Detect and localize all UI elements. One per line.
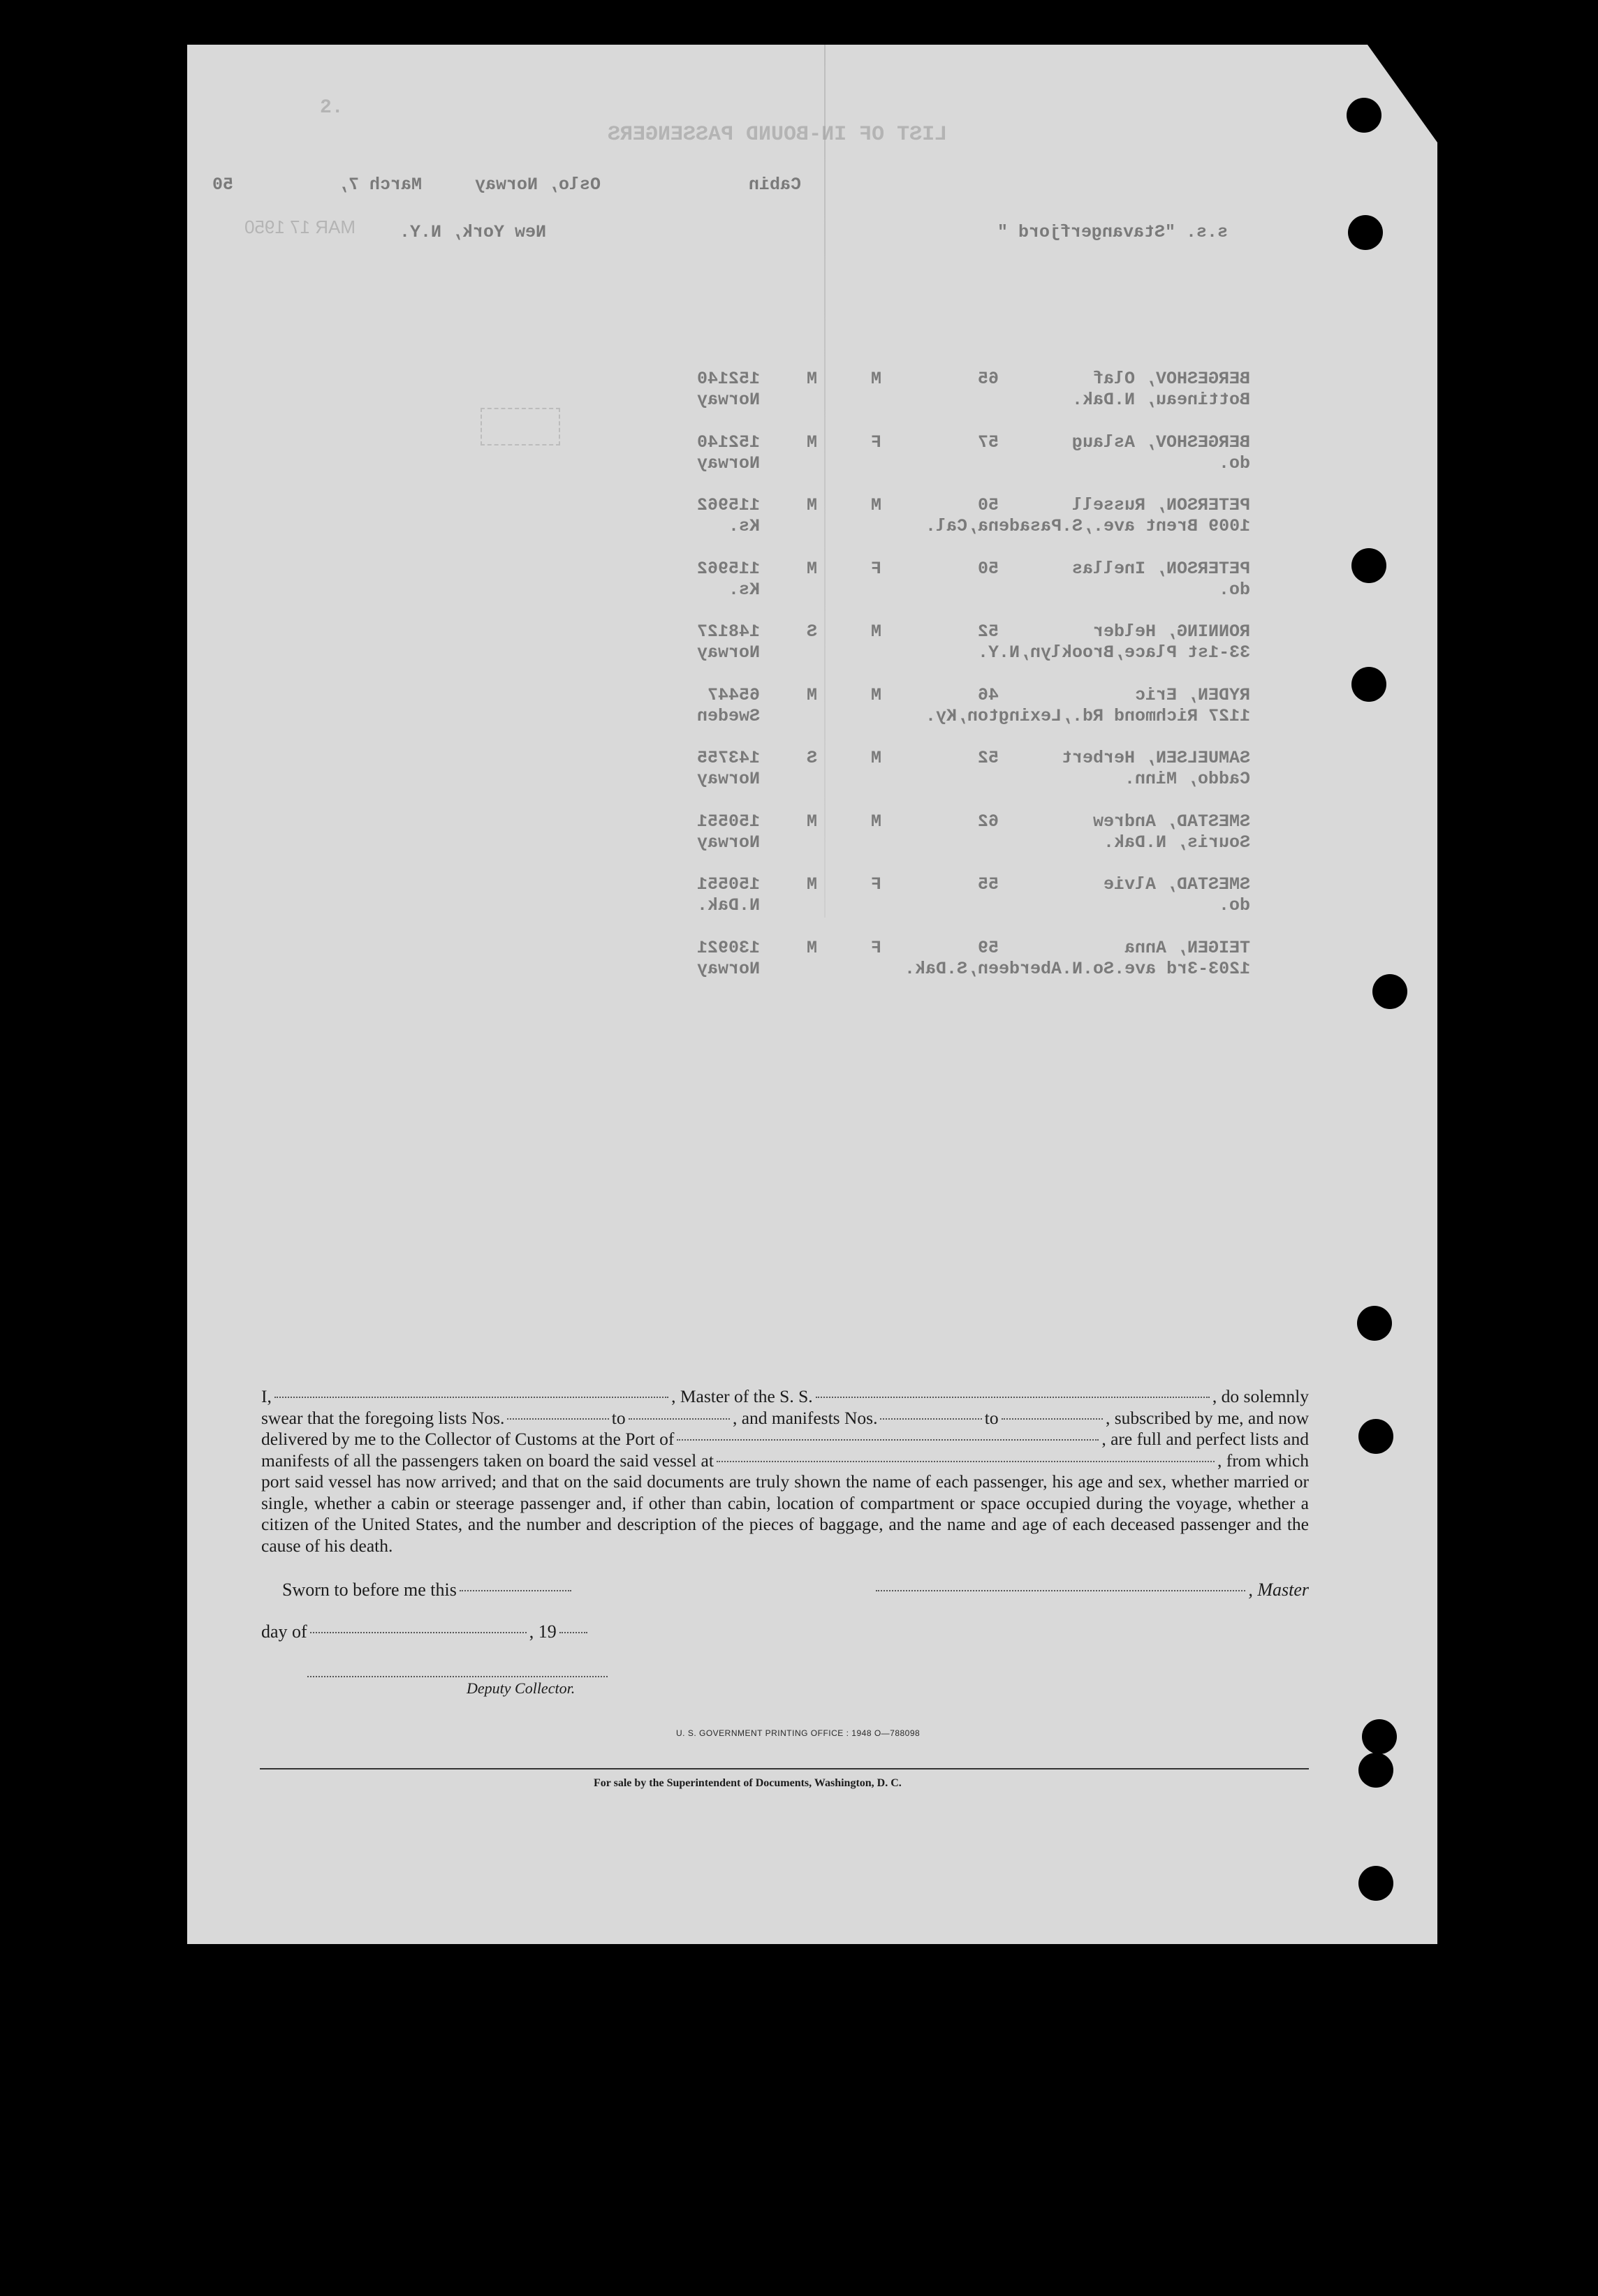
embark-port-blank[interactable]	[717, 1461, 1215, 1462]
passenger-age: 52	[977, 621, 999, 642]
punch-hole	[1358, 1866, 1393, 1901]
sworn-line	[282, 1580, 574, 1600]
header-port-from: Oslo, Norway	[475, 175, 601, 195]
passenger-age: 62	[977, 811, 999, 832]
passenger-sex: F	[870, 432, 881, 452]
day-of-text: day of	[261, 1621, 307, 1642]
punch-hole	[1357, 1306, 1392, 1341]
punch-hole	[1362, 1719, 1397, 1754]
passenger-sex: M	[870, 621, 881, 642]
passenger-sex: M	[870, 811, 881, 832]
passenger-age: 46	[977, 684, 999, 705]
passenger-name: PETERSON, Inellas	[1071, 558, 1250, 579]
passenger-marital: M	[806, 432, 817, 452]
passenger-name: SMESTAD, Andrew	[1092, 811, 1250, 832]
passenger-address: 1127 Richmond Rd.,Lexington,Ky.	[925, 705, 1250, 726]
sworn-day-blank[interactable]	[460, 1590, 571, 1591]
passenger-marital: S	[806, 748, 817, 768]
passenger-address: 33-1st Place,Brooklyn,N.Y.	[977, 642, 1250, 663]
passenger-address: 1203-3rd ave.So.N.Aberdeen,S.Dak.	[904, 958, 1250, 979]
list-to-blank[interactable]	[629, 1418, 730, 1420]
oath-text: I,	[261, 1386, 272, 1406]
deputy-collector-label: Deputy Collector.	[467, 1679, 576, 1697]
passenger-address: Souris, N.Dak.	[1103, 832, 1250, 853]
manifest-page	[187, 45, 1437, 1944]
punch-hole	[1372, 974, 1407, 1009]
passenger-sex: M	[870, 369, 881, 389]
punch-hole	[1347, 98, 1381, 133]
passenger-name: BERGESHOV, Olaf	[1092, 369, 1250, 389]
passenger-name: RYDEN, Eric	[1134, 684, 1250, 705]
oath-text: manifests of all the passengers taken on board the said vessel at	[261, 1450, 714, 1471]
passenger-country: Norway	[696, 769, 760, 789]
passenger-sex: F	[870, 937, 881, 958]
passenger-age: 50	[977, 495, 999, 515]
passenger-name: SAMUELSEN, Herbert	[1061, 748, 1250, 768]
day-of-line	[261, 1621, 590, 1642]
master-name-blank[interactable]	[274, 1397, 668, 1398]
punch-hole	[1358, 1419, 1393, 1454]
passenger-name: TEIGEN, Anna	[1124, 937, 1250, 958]
oath-text: , subscribed by me, and now	[1105, 1407, 1310, 1428]
passenger-number: 115962	[696, 495, 760, 515]
passenger-marital: M	[806, 558, 817, 579]
passenger-address: 1009 Brent ave.,S.Pasadena,Cal.	[925, 516, 1250, 536]
passenger-number: 130921	[696, 937, 760, 958]
header-vessel: s.s. "Stavangerfjord "	[997, 222, 1229, 242]
month-blank[interactable]	[310, 1632, 527, 1633]
oath-text: swear that the foregoing lists Nos.	[261, 1407, 505, 1428]
passenger-name: PETERSON, Russell	[1071, 495, 1250, 515]
header-class: Cabin	[749, 175, 802, 195]
passenger-number: 150551	[696, 874, 760, 895]
printing-office-note: U. S. GOVERNMENT PRINTING OFFICE : 1948 O—788098	[676, 1728, 921, 1738]
passenger-marital: M	[806, 874, 817, 895]
passenger-country: Norway	[696, 452, 760, 473]
faded-stamp	[481, 408, 560, 446]
passenger-country: Ks.	[728, 516, 760, 536]
passenger-address: Caddo, Minn.	[1124, 769, 1250, 789]
deputy-signature-blank[interactable]	[307, 1676, 608, 1677]
passenger-sex: M	[870, 495, 881, 515]
master-label: , Master	[1248, 1580, 1309, 1600]
sale-note: For sale by the Superintendent of Documents, Washington, D. C.	[594, 1777, 902, 1789]
passenger-sex: F	[870, 874, 881, 895]
arrival-stamp: MAR 17 1950	[244, 216, 355, 237]
passenger-marital: M	[806, 369, 817, 389]
oath-text: to	[611, 1407, 626, 1428]
oath-text: , do solemnly	[1212, 1386, 1310, 1406]
header-port-to: New York, N.Y.	[400, 222, 547, 242]
passenger-country: Norway	[696, 642, 760, 663]
passenger-name: SMESTAD, Alvie	[1103, 874, 1250, 895]
passenger-sex: M	[870, 748, 881, 768]
footer-rule	[260, 1768, 1309, 1769]
port-blank[interactable]	[677, 1439, 1099, 1441]
passenger-marital: M	[806, 495, 817, 515]
oath-text: to	[984, 1407, 999, 1428]
punch-hole	[1348, 215, 1383, 250]
passenger-number: 115962	[696, 558, 760, 579]
passenger-age: 55	[977, 874, 999, 895]
passenger-country: Norway	[696, 958, 760, 979]
master-signature-line	[873, 1580, 1309, 1600]
passenger-country: Norway	[696, 390, 760, 410]
passenger-sex: F	[870, 558, 881, 579]
manifest-to-blank[interactable]	[1002, 1418, 1103, 1420]
passenger-marital: M	[806, 684, 817, 705]
passenger-number: 65447	[707, 684, 760, 705]
paper-crease	[824, 45, 826, 918]
header-year: 50	[212, 175, 234, 195]
passenger-marital: M	[806, 811, 817, 832]
passenger-age: 52	[977, 748, 999, 768]
oath-body: port said vessel has now arrived; and that on the said documents are truly shown the name of each passenger, his age and sex, whether married or single, whether a cabin or steerage passenger and, if other than cabin, location of compartment or space occupied during the voyage, whether a citizen of the United States, and the number and description of the pieces of baggage, and the name and age of each deceased passenger and the cause of his death.	[261, 1471, 1309, 1556]
ghost-page-number: 2.	[320, 97, 344, 119]
master-signature-blank[interactable]	[876, 1590, 1245, 1591]
passenger-age: 59	[977, 937, 999, 958]
header-date: March 7,	[338, 175, 423, 195]
passenger-sex: M	[870, 684, 881, 705]
passenger-name: BERGESHOV, Aslaug	[1071, 432, 1250, 452]
passenger-age: 50	[977, 558, 999, 579]
oath-text: , are full and perfect lists and	[1101, 1429, 1309, 1449]
passenger-address: do.	[1218, 895, 1250, 915]
ghost-list-title: LIST OF IN-BOUND PASSENGERS	[608, 123, 948, 147]
punch-hole	[1351, 548, 1386, 583]
year-prefix: , 19	[529, 1621, 557, 1642]
passenger-age: 57	[977, 432, 999, 452]
passenger-number: 148127	[696, 621, 760, 642]
oath-paragraph	[261, 1386, 1309, 1557]
passenger-name: RONNING, Helder	[1092, 621, 1250, 642]
punch-hole	[1351, 667, 1386, 702]
passenger-address: do.	[1218, 579, 1250, 600]
passenger-number: 152140	[696, 432, 760, 452]
passenger-country: N.Dak.	[696, 895, 760, 915]
passenger-number: 143755	[696, 748, 760, 768]
passenger-country: Norway	[696, 832, 760, 853]
vessel-name-blank[interactable]	[816, 1397, 1210, 1398]
passenger-age: 65	[977, 369, 999, 389]
passenger-country: Sweden	[696, 705, 760, 726]
passenger-marital: M	[806, 937, 817, 958]
oath-text: , from which	[1217, 1450, 1309, 1471]
passenger-address: Bottineau, N.Dak.	[1071, 390, 1250, 410]
passenger-country: Ks.	[728, 579, 760, 600]
manifest-from-blank[interactable]	[880, 1418, 981, 1420]
oath-text: delivered by me to the Collector of Customs at the Port of	[261, 1429, 675, 1449]
passenger-marital: S	[806, 621, 817, 642]
year-blank[interactable]	[559, 1632, 587, 1633]
passenger-address: do.	[1218, 452, 1250, 473]
passenger-number: 152140	[696, 369, 760, 389]
list-from-blank[interactable]	[507, 1418, 608, 1420]
passenger-number: 150551	[696, 811, 760, 832]
oath-text: , and manifests Nos.	[732, 1407, 878, 1428]
oath-text: , Master of the S. S.	[671, 1386, 813, 1406]
punch-hole	[1358, 1753, 1393, 1788]
sworn-text: Sworn to before me this	[282, 1580, 457, 1600]
